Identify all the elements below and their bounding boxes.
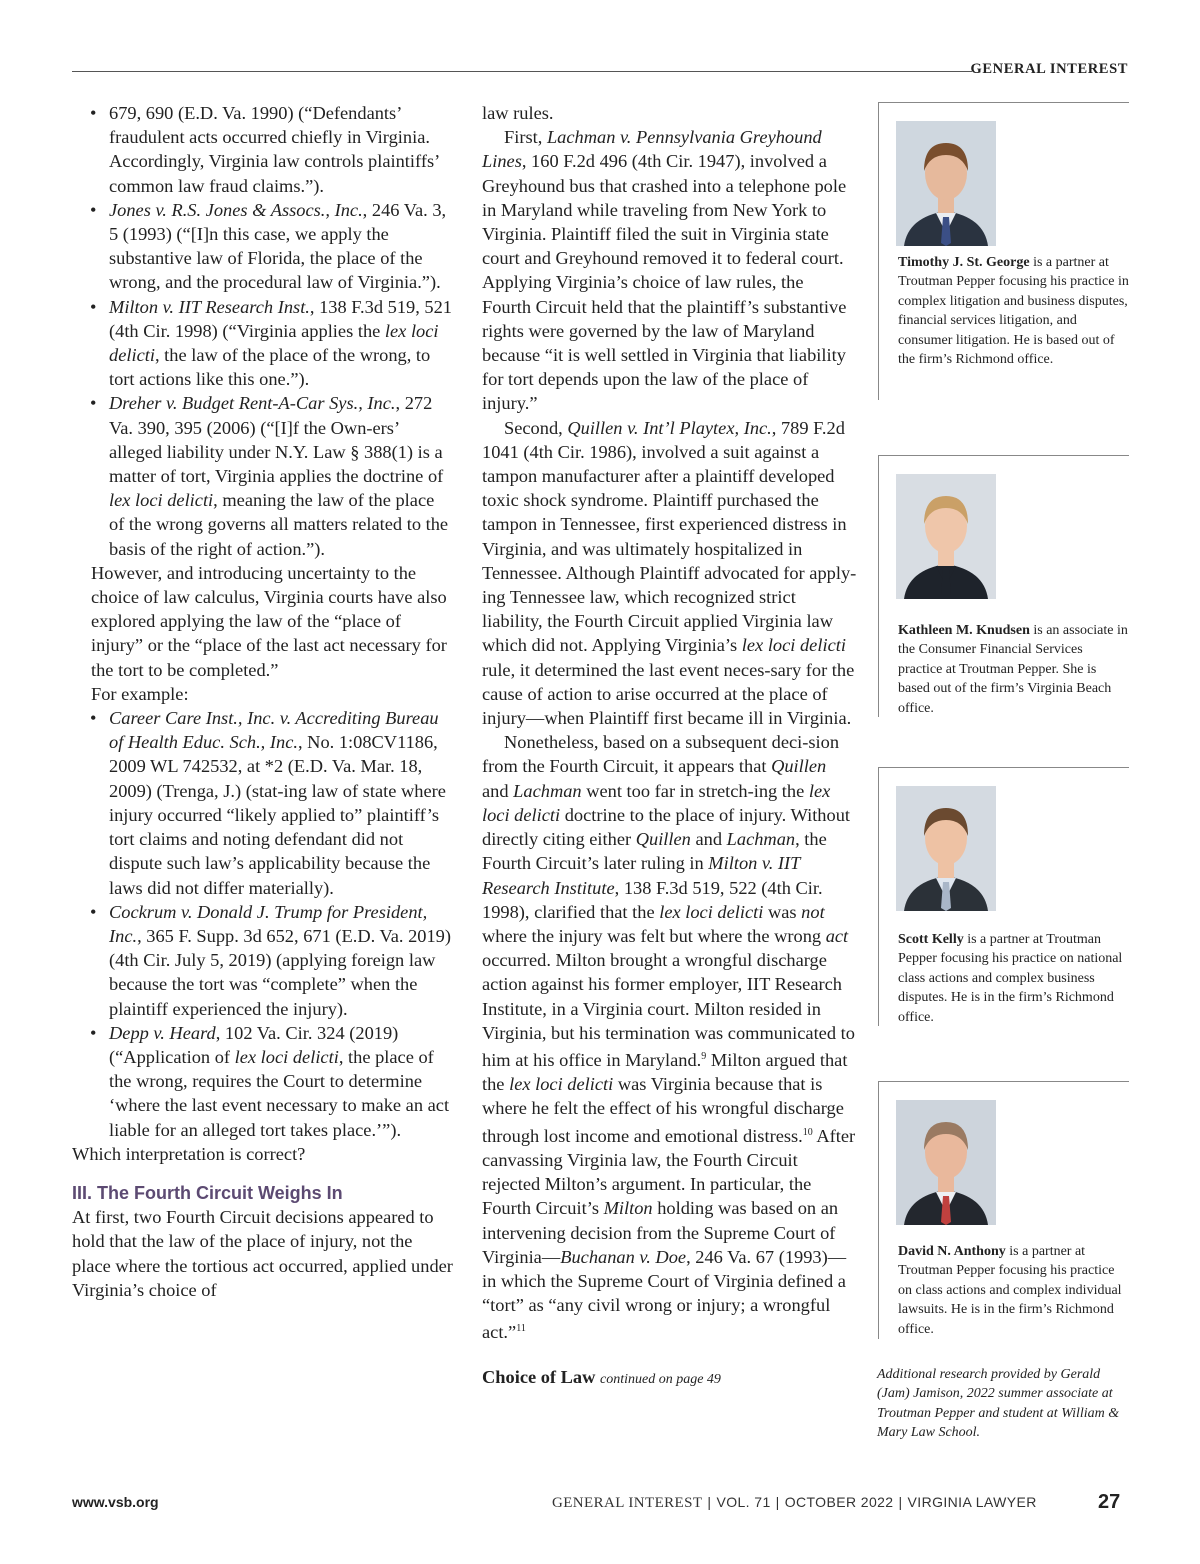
italic-text: Milton v. IIT Research Institute <box>482 853 801 898</box>
italic-text: Career Care Inst., Inc. v. Accrediting Bureau of Health Educ. Sch., Inc. <box>109 708 439 753</box>
author-bio <box>898 1242 1129 1339</box>
text-run: went too far in stretch-ing the <box>581 780 809 801</box>
footer-date: OCTOBER 2022 <box>784 1494 894 1510</box>
text-run: At first, two Fourth Circuit decisions appeared to hold that the law of the place of injury, not the place where the tortious act occurred, applied under Virginia’s choice of <box>72 1207 453 1300</box>
paragraph-section-intro <box>72 1205 454 1302</box>
author-profile <box>878 767 1129 1026</box>
italic-text: lex loci delicti <box>659 901 764 922</box>
citation-item <box>72 900 454 1021</box>
text-run: was <box>763 901 802 922</box>
text-run: , 160 F.2d 496 (4th Cir. 1947), involved a Greyhound bus that crashed into a telephone pole in Maryland while traveling from New York to Virginia. Plaintiff filed the suit in Virginia state court and Greyhound removed it to federal court. Applying Virginia’s choice of law rules, the Fourth Circuit held that the plaintiff’s substantive rights were governed by the law of Maryland because “it is well settled in Virginia that liability for tort depends upon the law of the place of injury.” <box>482 151 847 414</box>
text-run: , 789 F.2d 1041 (4th Cir. 1986), involved a suit against a tampon manufacturer after a plaintiff developed toxic shock syndrome. Plaintiff purchased the tampon in Tennessee, first experienced distress in Virginia, and was ultimately hospitalized in Tennessee. Although Plaintiff advocated for apply-ing Tennessee law, which recognized strict liability, the Fourth Circuit applied Virginia law which did not. Applying Virginia’s <box>482 417 857 656</box>
text-run: rule, it determined the last event neces-sary for the cause of action to arise occurred at the place of injury—when Plaintiff first became ill in Virginia. <box>482 659 855 729</box>
text-run: After canvassing Virginia law, the Fourth Circuit rejected Milton’s argument. In particular, the Fourth Circuit’s <box>482 1125 856 1219</box>
text-run: occurred. Milton brought a wrongful discharge action against his former employer, IIT Research Institute, in a Virginia court. Milton resided in Virginia, but his termination was communicated to him at his office in Maryland. <box>482 950 855 1071</box>
text-run: , 246 Va. 3, 5 (1993) (“[I]n this case, we apply the substantive law of Florida, the place of the wrong, and the procedural law of Virginia.”). <box>109 199 447 293</box>
italic-text: lex loci delicti <box>482 780 831 825</box>
author-name: Scott Kelly <box>898 932 964 947</box>
continued-note: continued on page 49 <box>600 1371 721 1387</box>
text-run: 679, 690 (E.D. Va. 1990) (“Defendants’ fraudulent acts occurred chiefly in Virginia. Accordingly, Virginia law controls plaintiffs’ common law fraud claims.”). <box>109 103 439 196</box>
italic-text: Lachman <box>513 780 582 801</box>
text-run: , No. 1:08CV1186, 2009 WL 742532, at *2 (E.D. Va. Mar. 18, 2009) (Trenga, J.) (stat-ing law of state where injury occurred “likely applied to” plaintiff’s tort claims and noting defendant did not dispute such law’s applicability because the laws did not differ materially). <box>109 732 446 898</box>
citation-continued <box>72 101 454 198</box>
citation-item <box>72 295 454 392</box>
author-description: is an associate in the Consumer Financial Services practice at Troutman Pepper. She is based out of the firm’s Virginia Beach office. <box>898 623 1128 716</box>
italic-text: Cockrum v. Donald J. Trump for President, Inc. <box>109 901 428 946</box>
footer-volume: VOL. 71 <box>716 1494 771 1510</box>
author-photo <box>896 474 996 599</box>
paragraph <box>482 416 857 731</box>
italic-text: Depp v. Heard <box>109 1022 216 1043</box>
text-run: , meaning the law of the place of the wrong governs all matters related to the basis of the right of action.”). <box>109 490 449 559</box>
page-number: 27 <box>1098 1491 1121 1513</box>
footer-url[interactable]: www.vsb.org <box>72 1494 159 1510</box>
italic-text: Quillen v. Int’l Playtex, Inc. <box>567 417 772 438</box>
footer-publication: VIRGINIA LAWYER <box>907 1494 1037 1510</box>
portrait-graphic <box>896 1100 996 1225</box>
text-run: and <box>482 780 514 801</box>
author-description: is a partner at Troutman Pepper focusing his practice in complex litigation and business disputes, financial services litigation, and consumer litigation. He is based out of the firm’s Richmond office. <box>898 255 1129 368</box>
author-description: is a partner at Troutman Pepper focusing his practice on class actions and complex individual lawsuits. He is in the firm’s Richmond office. <box>898 1244 1122 1337</box>
text-run: , the place of the wrong, requires the Court to determine ‘where the last event necessary to make an act liable for an alleged tort takes place.’”). <box>109 1046 450 1140</box>
portrait-graphic <box>896 786 996 911</box>
author-description: is a partner at Troutman Pepper focusing his practice on national class actions and complex business disputes. He is in the firm’s Richmond office. <box>898 932 1123 1025</box>
portrait-graphic <box>896 474 996 599</box>
author-profile <box>878 102 1129 400</box>
footnote-ref: 10 <box>802 1126 813 1138</box>
text-run: where the injury was felt but where the wrong <box>482 925 826 946</box>
author-profile <box>878 1081 1129 1339</box>
italic-text: Lachman v. Pennsylvania Greyhound Lines <box>482 127 822 172</box>
text-run: holding was based on an intervening decision from the Supreme Court of Virginia— <box>482 1198 839 1267</box>
italic-text: Buchanan v. Doe <box>560 1246 687 1267</box>
footer-section: GENERAL INTEREST <box>552 1495 703 1511</box>
text-run: Which interpretation is correct? <box>72 1143 306 1164</box>
paragraph-however <box>72 561 454 682</box>
research-credit: Additional research provided by Gerald (Jam) Jamison, 2022 summer associate at Troutman Pepper and student at William & Mary Law School. <box>877 1367 1120 1441</box>
author-bio <box>898 930 1129 1027</box>
italic-text: Dreher v. Budget Rent-A-Car Sys., Inc. <box>109 393 396 414</box>
article-column-1 <box>72 101 454 1302</box>
paragraph <box>482 125 857 415</box>
paragraph <box>482 101 857 125</box>
italic-text: act <box>825 925 849 946</box>
italic-text: Quillen <box>635 829 691 850</box>
text-run: Milton argued that the <box>482 1050 848 1095</box>
author-bio <box>898 621 1129 718</box>
text-run: law rules. <box>482 103 554 123</box>
italic-text: Milton v. IIT Research Inst. <box>109 296 310 317</box>
italic-text: Lachman <box>726 829 796 850</box>
author-name: David N. Anthony <box>898 1244 1006 1259</box>
author-profile <box>878 455 1129 717</box>
italic-text: lex loci delicti <box>234 1046 339 1067</box>
section-heading: III. The Fourth Circuit Weighs In <box>72 1182 343 1203</box>
italic-text: lex loci delicti <box>741 635 846 656</box>
paragraph-for-example <box>72 682 454 706</box>
paragraph-question <box>72 1142 454 1166</box>
continued-heading: Choice of Law <box>482 1366 596 1387</box>
citation-item <box>72 706 454 900</box>
portrait-graphic <box>896 121 996 246</box>
author-name: Kathleen M. Knudsen <box>898 623 1030 638</box>
italic-text: lex loci delicti <box>109 320 439 366</box>
text-run: Second, <box>504 417 568 438</box>
text-run: , 272 Va. 390, 395 (2006) (“[I]f the Own-ers’ alleged liability under N.Y. Law § 388(1) is a matter of tort, Virginia applies the doctrine of <box>109 393 444 487</box>
author-photo <box>896 786 996 911</box>
paragraph <box>482 730 857 1344</box>
text-run: , the law of the place of the wrong, to tort actions like this one.”). <box>109 345 431 390</box>
text-run: However, and introducing uncertainty to the choice of law calculus, Virginia courts have also explored applying the law of the “place of injury” or the “place of the last act necessary for the tort to be completed.” <box>91 562 447 680</box>
text-run: , 102 Va. Cir. 324 (2019) (“Application of <box>109 1022 399 1067</box>
text-run: First, <box>504 127 547 148</box>
section-label: GENERAL INTEREST <box>970 61 1128 77</box>
text-run: doctrine to the place of injury. Without directly citing either <box>482 804 850 850</box>
text-run: For example: <box>91 683 189 704</box>
citation-list-2 <box>72 706 454 1142</box>
italic-text: not <box>801 901 825 922</box>
italic-text: Quillen <box>771 756 827 777</box>
italic-text: Jones v. R.S. Jones & Assocs., Inc. <box>109 199 363 220</box>
text-run: was Virginia because that is where he felt the effect of his wrongful discharge through lost income and emotional distress. <box>482 1074 844 1146</box>
author-photo <box>896 1100 996 1225</box>
footnote-ref: 9 <box>701 1050 707 1062</box>
italic-text: lex loci delicti <box>509 1074 614 1095</box>
text-run: Nonetheless, based on a subsequent deci-sion from the Fourth Circuit, it appears that <box>482 732 840 777</box>
footnote-ref: 11 <box>516 1323 526 1335</box>
author-bio <box>898 253 1129 369</box>
italic-text: lex loci delicti <box>109 490 214 511</box>
author-photo <box>896 121 996 246</box>
citation-item <box>72 198 454 295</box>
citation-item <box>72 391 454 560</box>
italic-text: Milton <box>603 1198 653 1219</box>
footer-publication-line: GENERAL INTEREST | VOL. 71 | OCTOBER 2022 | VIRGINIA LAWYER <box>552 1494 1037 1511</box>
article-column-2 <box>482 101 857 1392</box>
text-run: , the Fourth Circuit’s later ruling in <box>482 829 827 874</box>
text-run: , 138 F.3d 519, 522 (4th Cir. 1998), clarified that the <box>482 877 823 922</box>
text-run: , 246 Va. 67 (1993)—in which the Supreme Court of Virginia defined a “tort” as “any civil wrong or injury; a wrongful act.” <box>482 1246 847 1343</box>
text-run: and <box>690 829 727 850</box>
citation-item <box>72 1021 454 1142</box>
text-run: , 365 F. Supp. 3d 652, 671 (E.D. Va. 2019) (4th Cir. July 5, 2019) (applying foreign law because the tort was “complete” when the plaintiff experienced the injury). <box>109 925 451 1019</box>
text-run: , 138 F.3d 519, 521 (4th Cir. 1998) (“Virginia applies the <box>109 296 452 341</box>
header-rule <box>72 71 972 72</box>
author-name: Timothy J. St. George <box>898 255 1030 270</box>
continued-line <box>482 1365 857 1392</box>
citation-list-1 <box>72 198 454 561</box>
